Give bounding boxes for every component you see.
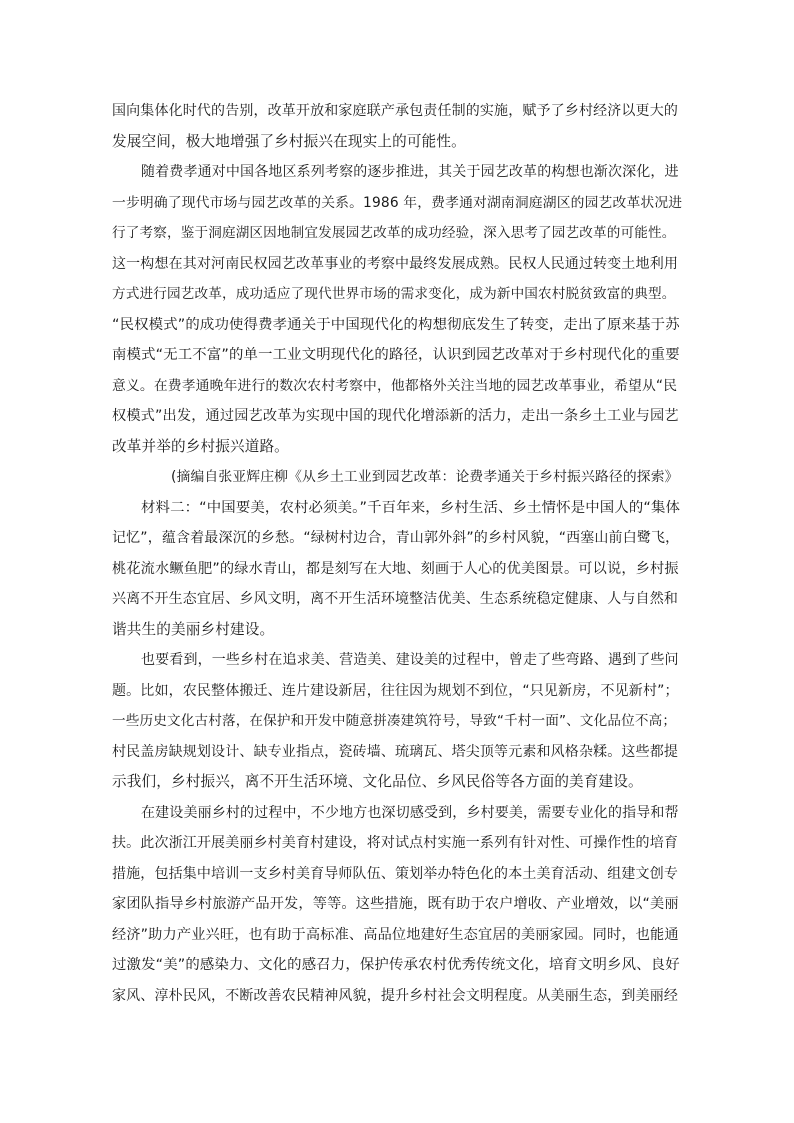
text-line: 材料二：“中国要美，农村必须美。”千百年来，乡村生活、乡土情怀是中国人的“集体 <box>141 499 681 516</box>
text-line: 措施，包括集中培训一支乡村美育导师队伍、策划举办特色化的本土美育活动、组建文创专 <box>112 865 678 882</box>
text-line: 改革并举的乡村振兴道路。 <box>112 437 289 455</box>
text-line: “民权模式”的成功使得费孝通关于中国现代化的构想彻底发生了转变，走出了原来基于苏 <box>112 316 680 333</box>
text-line: 这一构想在其对河南民权园艺改革事业的考察中最终发展成熟。民权人民通过转变土地利用 <box>112 255 678 272</box>
text-line: 方式进行园艺改革，成功适应了现代世界市场的需求变化，成为新中国农村脱贫致富的典型。 <box>112 286 676 302</box>
source-citation: (摘编自张亚辉庄柳《从乡土工业到园艺改革：论费孝通关于乡村振兴路径的探索》 <box>171 469 679 485</box>
text-line: 权模式”出发，通过园艺改革为实现中国的现代化增添新的活力，走出一条乡土工业与园艺 <box>112 408 679 424</box>
text-line: 谐共生的美丽乡村建设。 <box>112 620 275 638</box>
text-line: 家团队指导乡村旅游产品开发，等等。这些措施，既有助于农户增收、产业增效，以“美丽 <box>112 896 679 912</box>
text-line: 国向集体化时代的告别，改革开放和家庭联产承包责任制的实施，赋予了乡村经济以更大的 <box>112 103 678 119</box>
text-line: 题。比如，农民整体搬迁、连片建设新居，往往因为规划不到位，“只见新房，不见新村”； <box>112 682 679 699</box>
text-line: 随着费孝通对中国各地区系列考察的逐步推进，其关于园艺改革的构想也渐次深化，进 <box>141 164 679 180</box>
text-line: 意义。在费孝通晚年进行的数次农村考察中，他都格外关注当地的园艺改革事业，希望从“民 <box>112 377 678 394</box>
text-line: 扶。此次浙江开展美丽乡村美育村建设，将对试点村实施一系列有针对性、可操作性的培育 <box>112 835 678 851</box>
body-text <box>112 96 682 1011</box>
text-line: 行了考察，鉴于洞庭湖区因地制宜发展园艺改革的成功经验，深入思考了园艺改革的可能性。 <box>112 225 676 241</box>
text-line: 桃花流水鳜鱼肥”的绿水青山，都是刻写在大地、刻画于人心的优美图景。可以说，乡村振 <box>112 560 679 577</box>
text-line: 示我们，乡村振兴，离不开生活环境、文化品位、乡风民俗等各方面的美育建设。 <box>112 773 643 790</box>
text-line: 一步明确了现代市场与园艺改革的关系。1986 年，费孝通对湖南洞庭湖区的园艺改革状况进 <box>112 194 683 211</box>
text-line: 家风、淳朴民风，不断改善农民精神风貌，提升乡村社会文明程度。从美丽生态，到美丽经 <box>112 987 678 1004</box>
text-line: 也要看到，一些乡村在追求美、营造美、建设美的过程中，曾走了些弯路、遇到了些问 <box>141 652 679 668</box>
text-line: 一些历史文化古村落，在保护和开发中随意拼凑建筑符号，导致“千村一面”、文化品位不高； <box>112 713 677 729</box>
text-line: 在建设美丽乡村的过程中，不少地方也深切感受到，乡村要美，需要专业化的指导和帮 <box>141 804 679 821</box>
text-line: 经济”助力产业兴旺，也有助于高标准、高品位地建好生态宜居的美丽家园。同时，也能通 <box>112 926 679 943</box>
text-line: 村民盖房缺规划设计、缺专业指点，瓷砖墙、琉璃瓦、塔尖顶等元素和风格杂糅。这些都提 <box>112 743 678 760</box>
text-line: 南模式“无工不富”的单一工业文明现代化的路径，认识到园艺改革对于乡村现代化的重要 <box>112 347 680 363</box>
text-line: 兴离不开生态宜居、乡风文明，离不开生活环境整洁优美、生态系统稳定健康、人与自然和 <box>112 591 678 607</box>
text-line: 发展空间，极大地增强了乡村振兴在现实上的可能性。 <box>112 132 466 150</box>
text-line: 过激发“美”的感染力、文化的感召力，保护传承农村优秀传统文化，培育文明乡风、良好 <box>112 957 680 973</box>
text-line: 记忆”，蕴含着最深沉的乡愁。“绿树村边合，青山郭外斜”的乡村风貌，“西塞山前白鹭飞， <box>112 530 680 546</box>
